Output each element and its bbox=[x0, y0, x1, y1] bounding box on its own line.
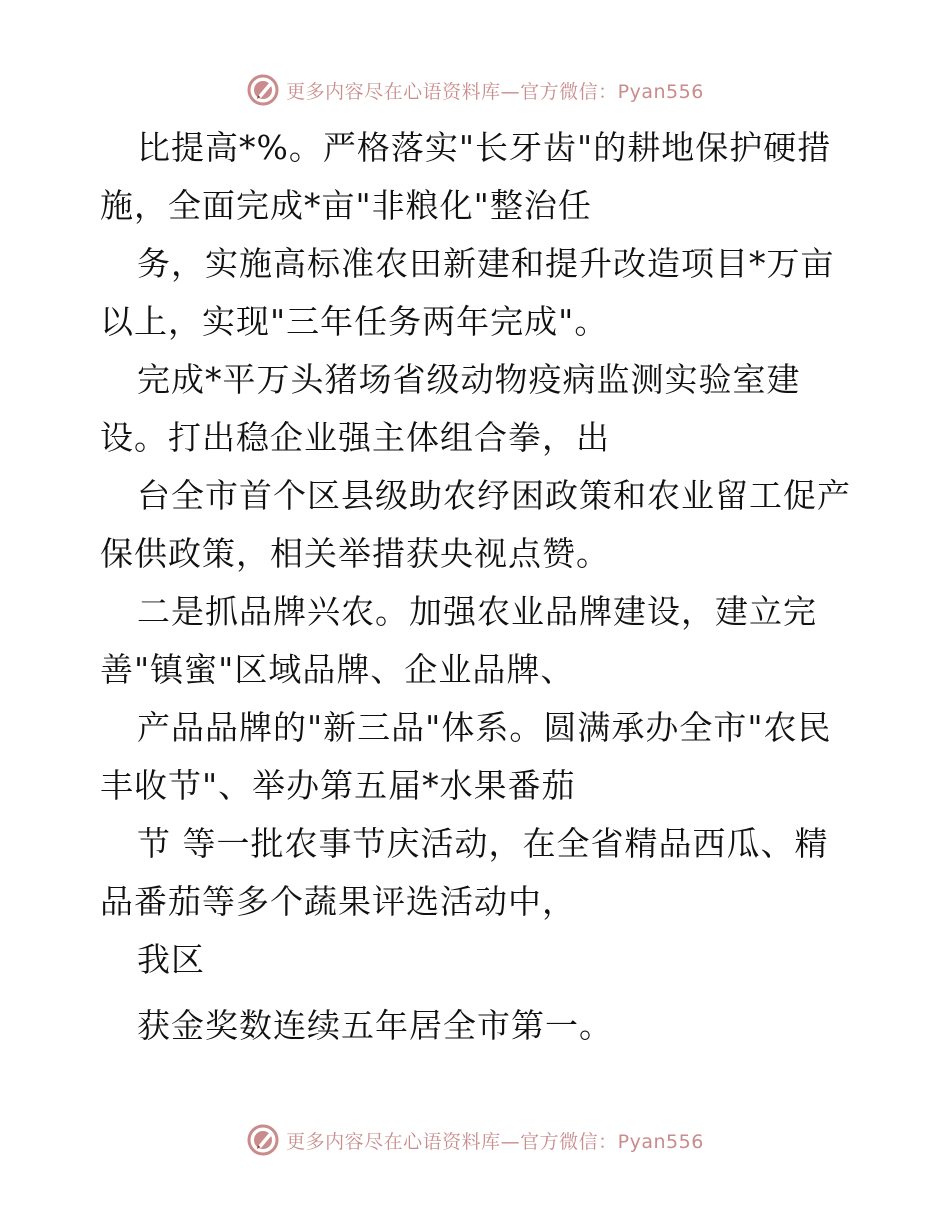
paragraph-line: 完成*平万头猪场省级动物疫病监测实验室建 bbox=[137, 360, 801, 399]
paragraph-line: 善"镇蜜"区域品牌、企业品牌、 bbox=[100, 650, 575, 689]
paragraph-line: 丰收节"、举办第五届*水果番茄 bbox=[100, 766, 576, 805]
watermark-text: 更多内容尽在心语资料库—官方微信：Pyan556 bbox=[286, 80, 704, 103]
paragraph-line: 获金奖数连续五年居全市第一。 bbox=[137, 1006, 613, 1045]
paragraph-line: 施，全面完成*亩"非粮化"整治任 bbox=[100, 186, 592, 225]
footer-watermark bbox=[0, 1120, 950, 1160]
pen-logo-icon bbox=[246, 1123, 280, 1157]
paragraph-line: 品番茄等多个蔬果评选活动中， bbox=[100, 882, 576, 921]
paragraph-line: 产品品牌的"新三品"体系。圆满承办全市"农民 bbox=[137, 708, 832, 747]
header-watermark bbox=[0, 70, 950, 110]
paragraph-line: 设。打出稳企业强主体组合拳，出 bbox=[100, 418, 610, 457]
watermark-text: 更多内容尽在心语资料库—官方微信：Pyan556 bbox=[286, 1130, 704, 1153]
paragraph-line: 以上，实现"三年任务两年完成"。 bbox=[100, 302, 609, 341]
paragraph-line: 保供政策，相关举措获央视点赞。 bbox=[100, 534, 610, 573]
paragraph-line: 节 等一批农事节庆活动，在全省精品西瓜、精 bbox=[137, 824, 829, 863]
paragraph-line: 二是抓品牌兴农。加强农业品牌建设，建立完 bbox=[137, 592, 817, 631]
pen-logo-icon bbox=[246, 73, 280, 107]
paragraph-line: 比提高*%。严格落实"长牙齿"的耕地保护硬措 bbox=[137, 128, 832, 167]
paragraph-line: 我区 bbox=[137, 940, 205, 979]
paragraph-line: 台全市首个区县级助农纾困政策和农业留工促产 bbox=[137, 476, 851, 515]
paragraph-line: 务，实施高标准农田新建和提升改造项目*万亩 bbox=[137, 244, 835, 283]
